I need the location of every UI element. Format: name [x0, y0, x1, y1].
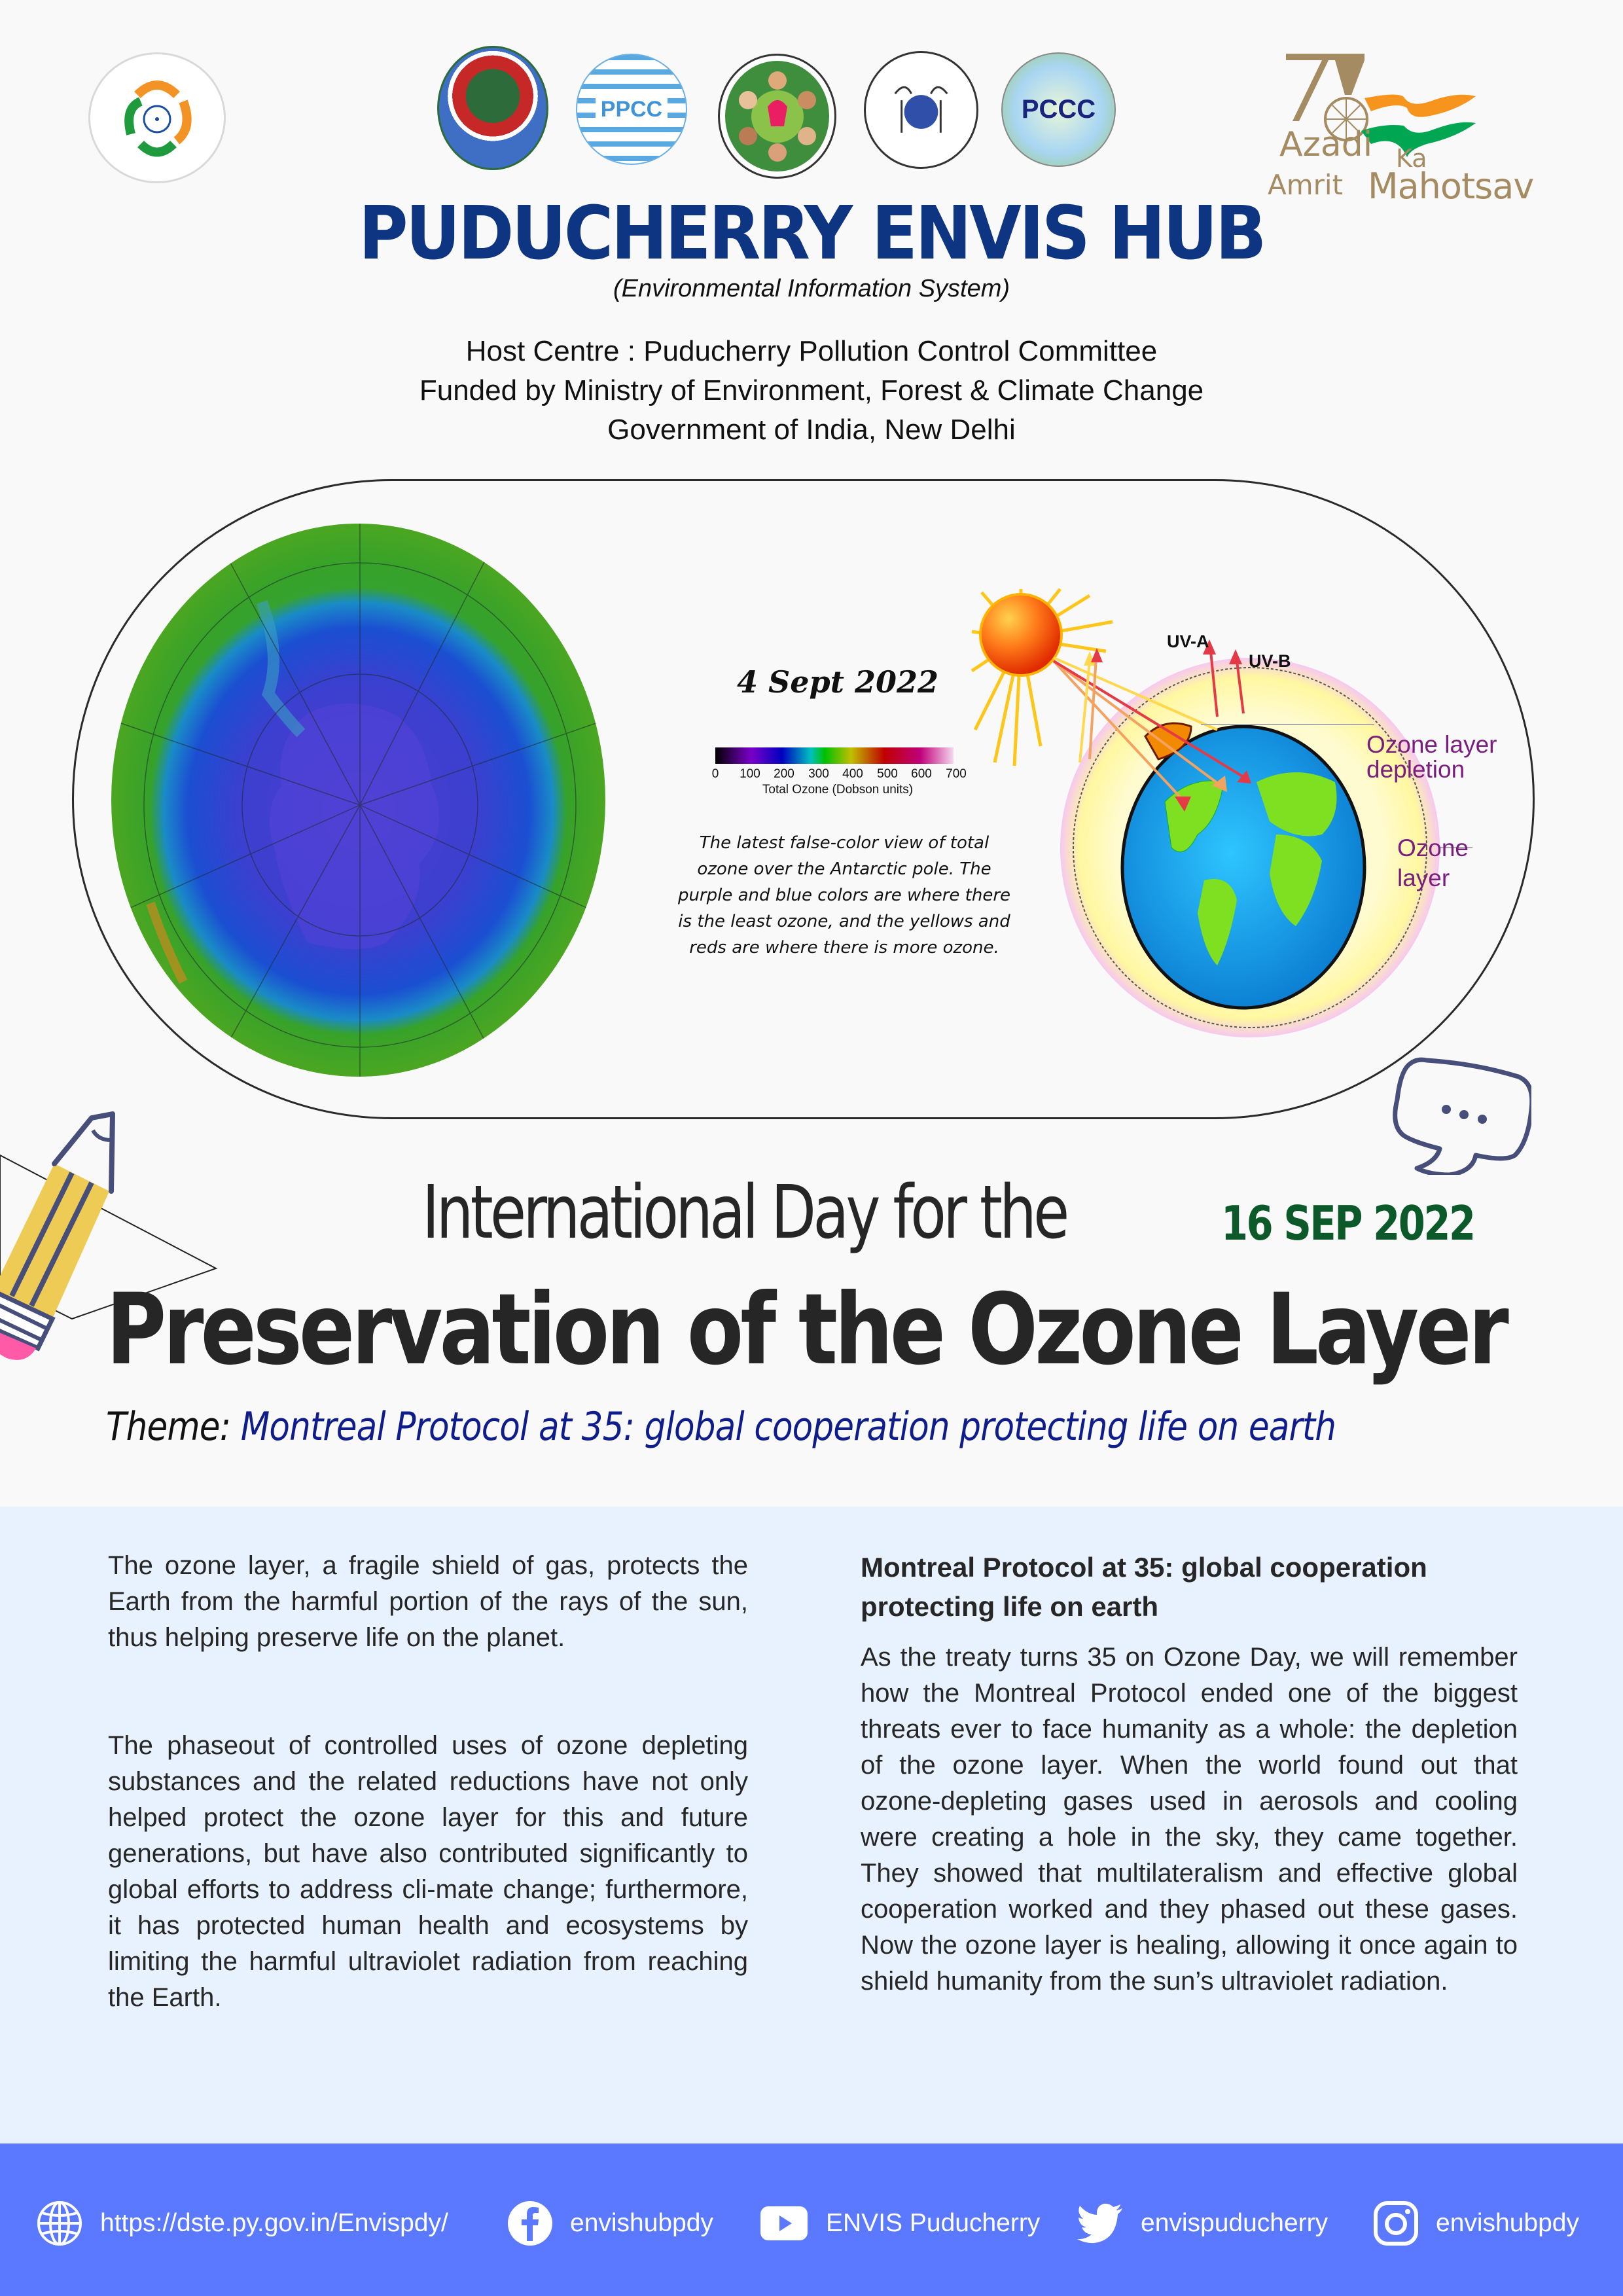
- ozone-depletion-label-line2: depletion: [1366, 756, 1465, 783]
- ecoclub-children-icon: [728, 67, 827, 166]
- uv-a-label: UV-A: [1167, 632, 1209, 651]
- ozone-depletion-label: [1366, 732, 1497, 782]
- ozone-layer-label: [1397, 833, 1469, 893]
- host-centre-line: Host Centre : Puducherry Pollution Control Committee: [465, 335, 1158, 367]
- info-heading: Montreal Protocol at 35: global cooperation protecting life on earth: [861, 1552, 1427, 1622]
- uv-b-label: UV-B: [1249, 651, 1291, 671]
- facebook-icon: [507, 2200, 553, 2246]
- footer-facebook-text: envishubpdy: [570, 2209, 713, 2237]
- event-title-line2: Preservation of the Ozone Layer: [106, 1273, 1506, 1387]
- info-paragraph: As the treaty turns 35 on Ozone Day, we will remember how the Montreal Protocol ended one of the biggest threats ever to face humanity as a whole: the depletion of the ozone layer. When the world found out that ozone-depleting gases used in aerosols and cooling were creating a hole in the sky, they came together. They showed that multilateralism and effective global cooperation worked and they phased out these gases. Now the ozone layer is healing, allowing it once again to shield humanity from the sun’s ultraviolet radiation.: [861, 1643, 1518, 1996]
- ebsb-emblem-icon: [92, 56, 223, 180]
- event-date: 16 SEP 2022: [1221, 1196, 1474, 1251]
- colorbar-tick: 100: [740, 767, 760, 781]
- pccc-logo: [1001, 52, 1116, 167]
- info-paragraph: The ozone layer, a fragile shield of gas, protects the Earth from the harmful portion of the rays of the sun, thus helping preserve life on the planet.: [108, 1551, 748, 1652]
- envis-hands-icon: [866, 54, 976, 166]
- youtube-icon: [759, 2205, 809, 2242]
- footer-instagram-link[interactable]: [1373, 2200, 1579, 2246]
- colorbar-tick: 300: [808, 767, 829, 781]
- info-paragraph: The phaseout of controlled uses of ozone depleting substances and the related reductions have not only helped protect the ozone layer for this and future generations, but have also contributed significantly to global efforts to address cli-mate change; furthermore, it has protected human health and ecosystems by limiting the harmful ultraviolet radiation from reaching the Earth.: [108, 1731, 748, 2012]
- ozone-depletion-label-line1: Ozone layer: [1366, 731, 1497, 758]
- national-green-corps-logo: [720, 56, 834, 177]
- ozone-layer-label-line2: layer: [1397, 865, 1450, 891]
- footer-website-text: https://dste.py.gov.in/Envispdy/: [100, 2209, 448, 2237]
- antarctic-ozone-map: [111, 524, 605, 1077]
- info-left-column: [108, 1548, 748, 2016]
- footer-twitter-text: envispuducherry: [1141, 2209, 1329, 2237]
- government-line: Government of India, New Delhi: [607, 414, 1016, 446]
- ppcc-logo-text: PPCC: [596, 96, 668, 124]
- footer-facebook-link[interactable]: [507, 2200, 713, 2246]
- nature-protects-logo: [437, 46, 548, 170]
- theme-label: Theme:: [106, 1404, 231, 1450]
- footer-twitter-link[interactable]: [1077, 2200, 1328, 2246]
- event-theme: [106, 1404, 1336, 1450]
- ka-text: Ka: [1396, 144, 1427, 173]
- map-gridlines-icon: [111, 524, 605, 1077]
- pccc-logo-text: PCCC: [1021, 95, 1096, 124]
- colorbar-tick: 200: [774, 767, 794, 781]
- azadi-text: Azadi: [1279, 125, 1373, 164]
- azadi-ka-amrit-mahotsav-logo: [1268, 46, 1587, 216]
- footer-youtube-link[interactable]: [759, 2200, 1040, 2246]
- mahotsav-text: Mahotsav: [1368, 166, 1534, 207]
- speech-bubble-decoration: [1378, 1044, 1531, 1175]
- twitter-icon: [1077, 2203, 1124, 2244]
- colorbar-tick: 0: [711, 767, 719, 781]
- event-title-line1: International Day for the: [422, 1170, 1067, 1255]
- page-subtitle: (Environmental Information System): [613, 275, 1010, 302]
- page-title: PUDUCHERRY ENVIS HUB: [359, 191, 1264, 276]
- colorbar-tick: 600: [911, 767, 932, 781]
- globe-icon: [36, 2200, 83, 2247]
- ozone-layer-label-line1: Ozone: [1397, 834, 1469, 861]
- colorbar-tick: 500: [877, 767, 898, 781]
- info-right-column: [861, 1548, 1518, 2000]
- instagram-icon: [1373, 2200, 1419, 2246]
- ek-bharat-shreshtha-bharat-logo: [88, 52, 226, 183]
- ozone-depletion-diagram: [969, 586, 1531, 1037]
- map-caption: The latest false-color view of total ozone over the Antarctic pole. The purple and blue colors are where there is the least ozone, and the yellows and reds are where there is more ozone.: [677, 833, 1011, 958]
- colorbar-tick: 700: [946, 767, 967, 781]
- theme-value: Montreal Protocol at 35: global cooperation protecting life on earth: [240, 1404, 1336, 1450]
- footer-youtube-text: ENVIS Puducherry: [826, 2209, 1041, 2237]
- speech-bubble-icon: [1378, 1044, 1531, 1175]
- footer-instagram-text: envishubpdy: [1436, 2209, 1579, 2237]
- ozone-colorbar: [715, 747, 954, 764]
- map-date: 4 Sept 2022: [737, 664, 938, 700]
- colorbar-tick: 400: [842, 767, 863, 781]
- footer-website-link[interactable]: [36, 2200, 448, 2246]
- envis-logo: [864, 51, 978, 169]
- ppcc-logo: [576, 54, 687, 165]
- colorbar-label: Total Ozone (Dobson units): [762, 783, 914, 797]
- amrit-text: Amrit: [1268, 169, 1344, 201]
- funded-by-line: Funded by Ministry of Environment, Forest & Climate Change: [419, 374, 1204, 406]
